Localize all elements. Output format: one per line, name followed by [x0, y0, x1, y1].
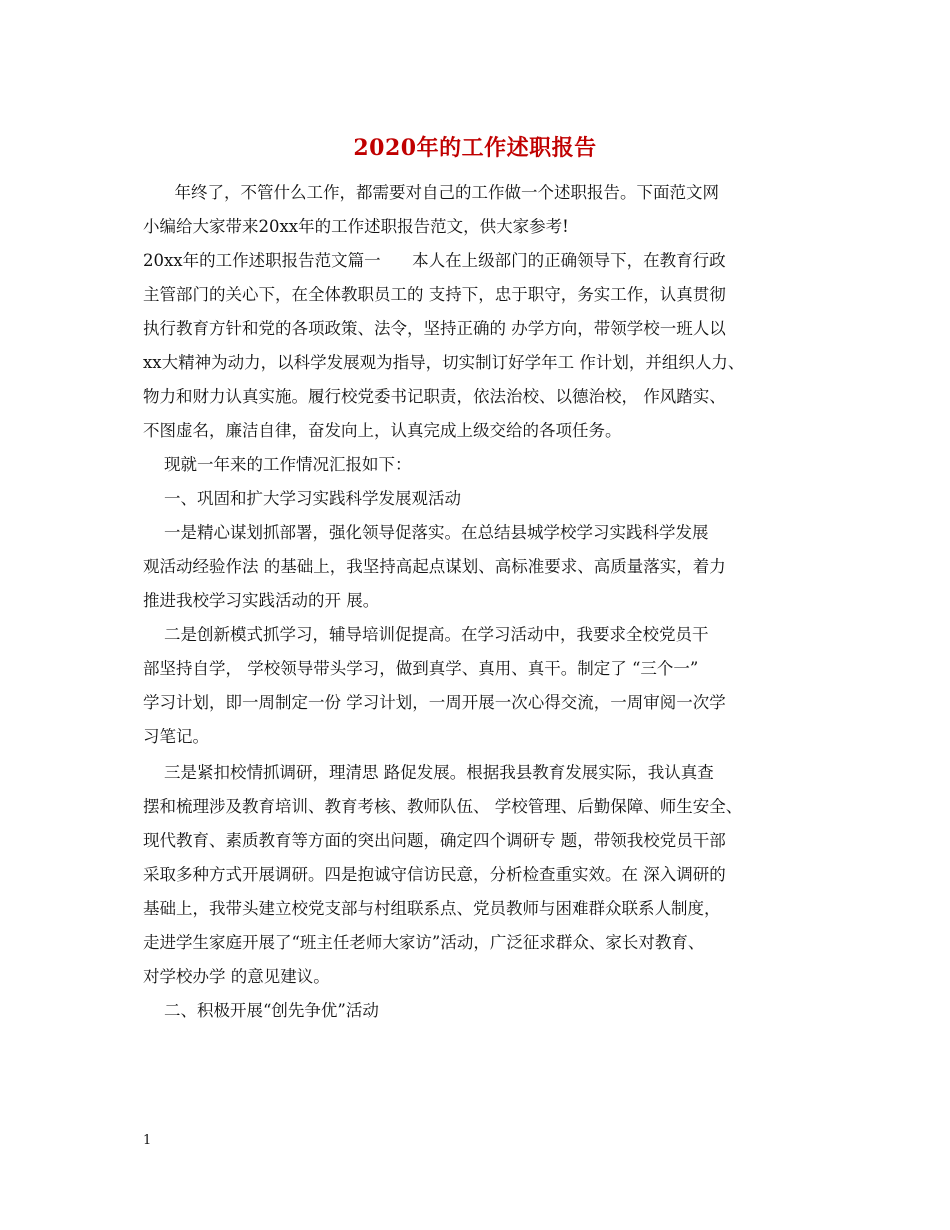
body-line: 不图虚名，廉洁自律，奋发向上，认真完成上级交给的各项任务。	[143, 421, 622, 440]
section-heading: 一、巩固和扩大学习实践科学发展观活动	[143, 489, 461, 508]
body-line: 现就一年来的工作情况汇报如下：	[143, 455, 412, 474]
body-line: 摆和梳理涉及教育培训、教育考核、教师队伍、 学校管理、后勤保障、师生安全、	[143, 797, 743, 816]
body-line: 习笔记。	[143, 727, 209, 746]
document-title: 2020年的工作述职报告	[353, 135, 597, 161]
document-body	[143, 176, 833, 1028]
body-line: 一是精心谋划抓部署，强化领导促落实。在总结县城学校学习实践科学发展	[143, 523, 709, 542]
body-line: 对学校办学 的意见建议。	[143, 967, 330, 986]
page-number: 1	[143, 1133, 152, 1148]
section-heading: 二、积极开展“创先争优”活动	[143, 1001, 379, 1020]
body-line: 采取多种方式开展调研。四是抱诚守信访民意，分析检查重实效。在 深入调研的	[143, 865, 726, 884]
body-line: 物力和财力认真实施。履行校党委书记职责，依法治校、以德治校， 作风踏实、	[143, 387, 726, 406]
body-line: 部坚持自学， 学校领导带头学习，做到真学、真用、真干。制定了 “三个一”	[143, 659, 699, 678]
body-line: 学习计划，即一周制定一份 学习计划，一周开展一次心得交流，一周审阅一次学	[143, 693, 726, 712]
body-line: 执行教育方针和党的各项政策、法令，坚持正确的 办学方向，带领学校一班人以	[143, 319, 726, 338]
body-line: 走进学生家庭开展了“班主任老师大家访”活动，广泛征求群众、家长对教育、	[143, 933, 705, 952]
body-line: 基础上，我带头建立校党支部与村组联系点、党员教师与困难群众联系人制度，	[143, 899, 721, 918]
body-line: 20xx年的工作述职报告范文篇一 本人在上级部门的正确领导下，在教育行政	[143, 251, 726, 270]
body-line: 三是紧扣校情抓调研，理清思 路促发展。根据我县教育发展实际，我认真查	[143, 763, 714, 782]
body-line: 观活动经验作法 的基础上，我坚持高起点谋划、高标准要求、高质量落实，着力	[143, 557, 726, 576]
body-line: 小编给大家带来20xx年的工作述职报告范文，供大家参考!	[143, 217, 569, 236]
body-line: xx大精神为动力，以科学发展观为指导，切实制订好学年工 作计划，并组织人力、	[143, 353, 745, 372]
body-line: 现代教育、素质教育等方面的突出问题，确定四个调研专 题，带领我校党员干部	[143, 831, 726, 850]
body-line: 年终了，不管什么工作，都需要对自己的工作做一个述职报告。下面范文网	[143, 183, 719, 202]
body-line: 二是创新模式抓学习，辅导培训促提高。在学习活动中，我要求全校党员干	[143, 625, 709, 644]
body-line: 推进我校学习实践活动的开 展。	[143, 591, 380, 610]
body-line: 主管部门的关心下，在全体教职员工的 支持下，忠于职守，务实工作，认真贯彻	[143, 285, 726, 304]
